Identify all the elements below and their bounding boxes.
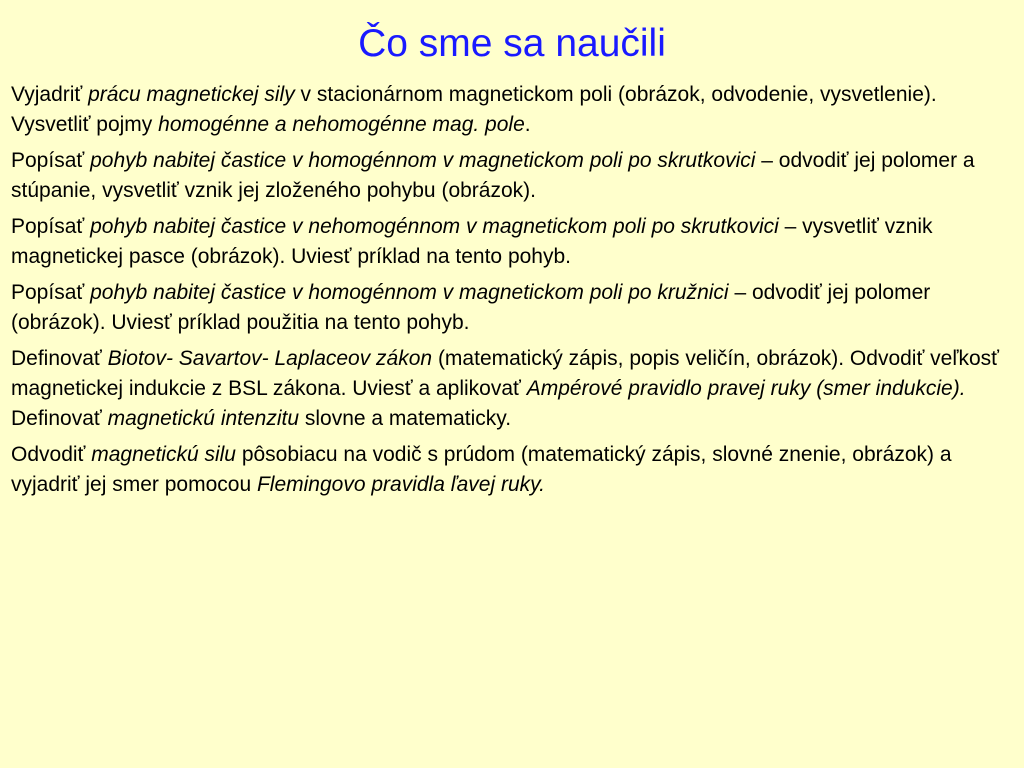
- text-segment: – vysvetliť vznik magnetickej pasce (obrázok). Uviesť príklad na tento pohyb.: [11, 215, 933, 268]
- emphasis-segment: homogénne a nehomogénne mag. pole: [158, 113, 525, 136]
- paragraph: [11, 212, 1001, 272]
- emphasis-segment: pohyb nabitej častice v homogénnom v magnetickom poli po kružnici: [90, 281, 729, 304]
- text-segment: Popísať: [11, 281, 91, 304]
- text-segment: Vyjadriť: [11, 83, 89, 106]
- text-segment: slovne a matematicky.: [299, 407, 512, 430]
- text-segment: – odvodiť jej polomer (obrázok). Uviesť príklad použitia na tento pohyb.: [11, 281, 931, 334]
- text-segment: Odvodiť: [11, 443, 92, 466]
- paragraph: [11, 80, 1001, 140]
- emphasis-segment: magnetickú silu: [91, 443, 236, 466]
- text-segment: – odvodiť jej polomer a stúpanie, vysvetliť vznik jej zloženého pohybu (obrázok).: [11, 149, 975, 202]
- text-segment: Popísať: [11, 149, 91, 172]
- paragraph: [11, 344, 1001, 434]
- slide-content: [11, 80, 1001, 506]
- text-segment: Definovať: [11, 347, 108, 370]
- emphasis-segment: Ampérové pravidlo pravej ruky (smer indukcie).: [526, 377, 966, 400]
- emphasis-segment: prácu magnetickej sily: [88, 83, 295, 106]
- emphasis-segment: Biotov- Savartov- Laplaceov zákon: [107, 347, 433, 370]
- text-segment: (matematický zápis, popis veličín, obrázok). Odvodiť veľkosť magnetickej indukcie z BSL zákona. Uviesť a aplikovať: [11, 347, 1000, 400]
- paragraph: [11, 440, 1001, 500]
- emphasis-segment: pohyb nabitej častice v nehomogénnom v magnetickom poli po skrutkovici: [90, 215, 779, 238]
- slide-title: Čo sme sa naučili: [358, 22, 666, 65]
- text-segment: pôsobiacu na vodič s prúdom (matematický zápis, slovné znenie, obrázok) a vyjadriť jej smer pomocou: [11, 443, 952, 496]
- text-segment: v stacionárnom magnetickom poli (obrázok, odvodenie, vysvetlenie). Vysvetliť pojmy: [11, 83, 937, 136]
- text-segment: .: [524, 113, 531, 136]
- emphasis-segment: pohyb nabitej častice v homogénnom v magnetickom poli po skrutkovici: [90, 149, 756, 172]
- emphasis-segment: magnetickú intenzitu: [107, 407, 300, 430]
- paragraph: [11, 146, 1001, 206]
- emphasis-segment: Flemingovo pravidla ľavej ruky.: [256, 473, 545, 496]
- paragraph: [11, 278, 1001, 338]
- text-segment: Definovať: [11, 407, 108, 430]
- text-segment: Popísať: [11, 215, 91, 238]
